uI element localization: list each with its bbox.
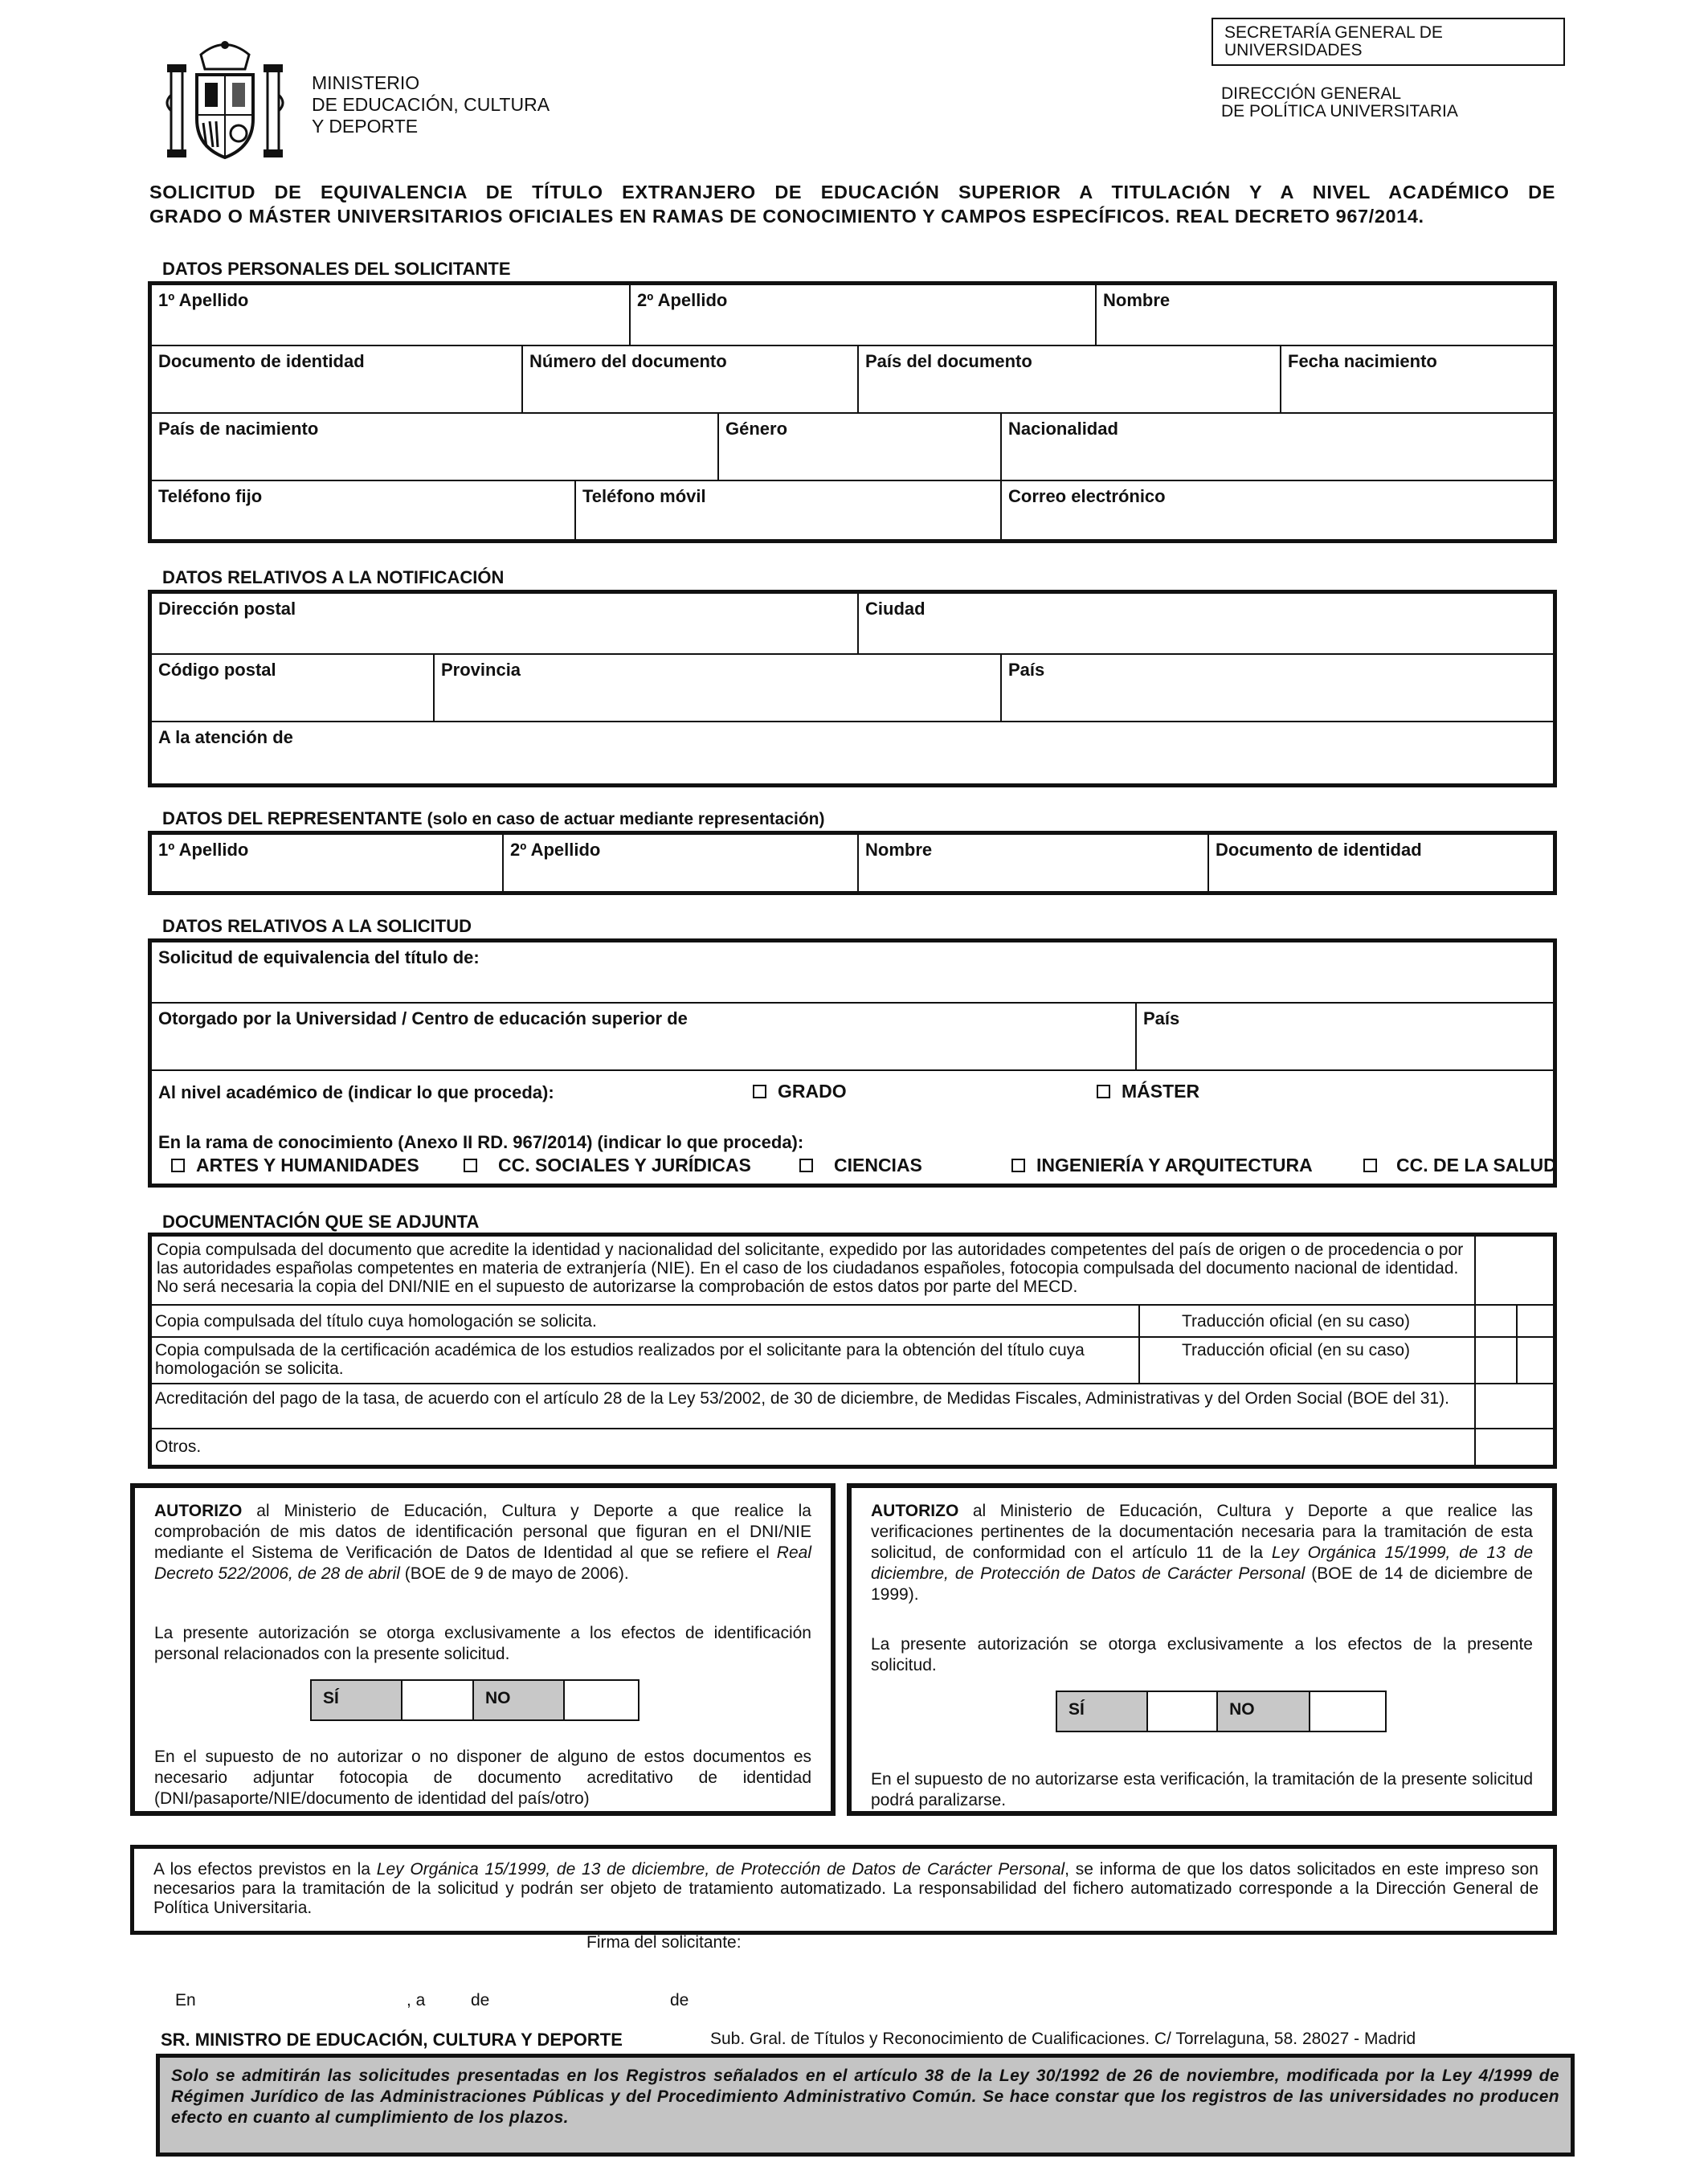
no-checkbox[interactable] <box>1310 1692 1385 1731</box>
section-heading-representante <box>162 808 824 829</box>
field-label: Correo electrónico <box>1008 486 1166 506</box>
field-label: País de nacimiento <box>158 419 319 439</box>
autorizo-label: AUTORIZO <box>871 1502 959 1520</box>
year-label: de <box>670 1991 689 2010</box>
month-label: de <box>471 1991 490 2010</box>
signature-label: Firma del solicitante: <box>586 1933 742 1952</box>
option-label: CC. DE LA SALUD <box>1396 1155 1557 1175</box>
field-apellido2[interactable] <box>631 285 1097 346</box>
checkbox-icon <box>171 1159 185 1172</box>
field-telefono-movil[interactable] <box>576 481 1002 539</box>
option-ciencias-sociales[interactable] <box>464 1155 751 1176</box>
text-part: (BOE de 9 de mayo de 2006). <box>399 1564 629 1583</box>
place-input[interactable] <box>209 1988 402 2012</box>
secretaria-box <box>1212 18 1565 66</box>
option-label: INGENIERÍA Y ARQUITECTURA <box>1036 1155 1313 1175</box>
text-part: (BOE de 14 de diciembre de 1999). <box>871 1564 1533 1604</box>
field-label: Teléfono fijo <box>158 486 263 506</box>
field-codigo-postal[interactable] <box>152 655 435 722</box>
field-rep-apellido2[interactable] <box>504 835 859 891</box>
secretaria-line: UNIVERSIDADES <box>1224 41 1363 59</box>
nivel-academico-label: Al nivel académico de (indicar lo que proceda): <box>158 1082 554 1102</box>
field-pais-nacimiento[interactable] <box>152 414 719 481</box>
field-label: Código postal <box>158 660 276 680</box>
doc-check-cell[interactable] <box>1518 1338 1553 1384</box>
field-label: Solicitud de equivalencia del título de: <box>158 947 480 967</box>
doc-row-titulo <box>152 1306 1140 1338</box>
doc-traduccion-certificacion <box>1140 1338 1476 1384</box>
registry-notice-box <box>156 2054 1575 2157</box>
field-label: Ciudad <box>865 599 926 619</box>
option-ingenieria-arquitectura[interactable] <box>1011 1155 1313 1176</box>
signature-area[interactable] <box>482 1956 1044 1988</box>
representante-heading-note: (solo en caso de actuar mediante representación) <box>427 810 825 828</box>
option-label: CC. SOCIALES Y JURÍDICAS <box>498 1155 751 1175</box>
representante-heading: DATOS DEL REPRESENTANTE <box>162 808 423 828</box>
field-fecha-nacimiento[interactable] <box>1281 346 1553 414</box>
ministry-line: MINISTERIO <box>312 72 420 93</box>
text-italic: Ley Orgánica 15/1999, de 13 de diciembre, de Protección de Datos de Carácter Personal <box>871 1543 1533 1583</box>
field-genero[interactable] <box>719 414 1002 481</box>
field-label: 2º Apellido <box>510 840 601 860</box>
field-telefono-fijo[interactable] <box>152 481 576 539</box>
addressee: SR. MINISTRO DE EDUCACIÓN, CULTURA Y DEPORTE <box>161 2030 623 2050</box>
form-title-line: SOLICITUD DE EQUIVALENCIA DE TÍTULO EXTRANJERO DE EDUCACIÓN SUPERIOR A TITULACIÓN Y A NIVEL ACADÉMICO DE <box>149 182 1555 202</box>
text-part: al Ministerio de Educación, Cultura y Deporte a que realice la comprobación de mis datos de identificación personal que figuran en el DNI/NIE mediante el Sistema de Verificación de Datos de Identidad al que se refiere el <box>154 1502 811 1562</box>
option-ciencias[interactable] <box>799 1155 922 1176</box>
yes-label: SÍ <box>1057 1692 1148 1731</box>
direccion-line: DE POLÍTICA UNIVERSITARIA <box>1221 102 1458 121</box>
option-label: ARTES Y HUMANIDADES <box>196 1155 419 1175</box>
doc-row-identidad <box>152 1237 1476 1306</box>
authorization-scope-text: La presente autorización se otorga exclusivamente a los efectos de identificación personal relacionados con la presente solicitud. <box>154 1624 811 1663</box>
authorization-identity-box <box>130 1483 836 1816</box>
rama-conocimiento-label: En la rama de conocimiento (Anexo II RD. 967/2014) (indicar lo que proceda): <box>158 1132 804 1152</box>
doc-row-text: Otros. <box>155 1437 202 1456</box>
form-title <box>149 180 1555 228</box>
doc-check-cell[interactable] <box>1476 1384 1553 1429</box>
secretaria-line: SECRETARÍA GENERAL DE <box>1224 23 1443 42</box>
data-protection-box <box>130 1845 1557 1935</box>
checkbox-icon <box>1097 1085 1110 1098</box>
coat-of-arms-logo <box>165 39 285 163</box>
no-label: NO <box>1218 1692 1310 1731</box>
authorization-identity-text <box>154 1501 811 1584</box>
field-pais-notificacion[interactable] <box>1002 655 1553 722</box>
no-label: NO <box>474 1681 565 1719</box>
no-checkbox[interactable] <box>565 1681 638 1719</box>
field-nacionalidad[interactable] <box>1002 414 1553 481</box>
field-ciudad[interactable] <box>859 594 1553 655</box>
field-documento-identidad[interactable] <box>152 346 523 414</box>
checkbox-icon <box>799 1159 813 1172</box>
field-label: Nombre <box>865 840 933 860</box>
field-label: País del documento <box>865 351 1032 371</box>
doc-row-text: Copia compulsada de la certificación académica de los estudios realizados por el solicitante para la obtención del título cuya homologación se solicita. <box>155 1341 1085 1378</box>
authorization-documents-box <box>847 1483 1557 1816</box>
field-pais-titulo[interactable] <box>1137 1004 1553 1071</box>
field-correo-electronico[interactable] <box>1002 481 1553 539</box>
field-provincia[interactable] <box>435 655 1002 722</box>
option-ciencias-salud[interactable] <box>1363 1155 1557 1176</box>
year-input[interactable] <box>699 1988 795 2012</box>
place-label: En <box>175 1991 196 2010</box>
field-label: 1º Apellido <box>158 290 249 310</box>
personal-data-box <box>148 281 1557 543</box>
autorizo-label: AUTORIZO <box>154 1502 243 1520</box>
section-heading-personal: DATOS PERSONALES DEL SOLICITANTE <box>162 259 511 279</box>
form-title-line: GRADO O MÁSTER UNIVERSITARIOS OFICIALES EN RAMAS DE CONOCIMIENTO Y CAMPOS ESPECÍFICOS. REAL DECRETO 967/2014. <box>149 206 1424 227</box>
field-otorgado-por[interactable] <box>152 1004 1137 1071</box>
doc-check-cell[interactable] <box>1476 1429 1553 1465</box>
field-rep-apellido1[interactable] <box>152 835 504 891</box>
checkbox-icon <box>464 1159 477 1172</box>
field-label: Número del documento <box>529 351 727 371</box>
documentation-box <box>148 1233 1557 1469</box>
checkbox-icon <box>1363 1159 1377 1172</box>
day-input[interactable] <box>440 1988 472 2012</box>
yes-checkbox[interactable] <box>1148 1692 1218 1731</box>
representative-data-box <box>148 831 1557 895</box>
field-atencion[interactable] <box>152 722 1553 783</box>
field-numero-documento[interactable] <box>523 346 859 414</box>
field-label: 2º Apellido <box>637 290 728 310</box>
field-label: Documento de identidad <box>1216 840 1422 860</box>
data-protection-text <box>153 1860 1538 1918</box>
checkbox-icon <box>753 1085 766 1098</box>
field-pais-documento[interactable] <box>859 346 1281 414</box>
yes-label: SÍ <box>312 1681 402 1719</box>
doc-row-tasa <box>152 1384 1476 1429</box>
doc-check-cell[interactable] <box>1476 1338 1518 1384</box>
doc-row-text: Traducción oficial (en su caso) <box>1182 1341 1411 1359</box>
section-heading-documentacion: DOCUMENTACIÓN QUE SE ADJUNTA <box>162 1212 480 1232</box>
option-label: MÁSTER <box>1122 1081 1200 1102</box>
option-artes-humanidades[interactable] <box>171 1155 419 1176</box>
doc-row-text: Copia compulsada del título cuya homologación se solicita. <box>155 1312 597 1331</box>
authorization-documents-text <box>871 1501 1533 1605</box>
day-label: , a <box>407 1991 426 2010</box>
text-part: , se informa de que los datos solicitados en este impreso son necesarios para la tramitación de la solicitud y podrán ser objeto de tratamiento automatizado. La responsabilidad del fichero automatizado corresponde a la Dirección General de Política Universitaria. <box>153 1860 1538 1917</box>
authorization-scope-text: La presente autorización se otorga exclusivamente a los efectos de la presente solicitud. <box>871 1635 1533 1674</box>
direccion-general <box>1221 85 1458 121</box>
registry-notice-text: Solo se admitirán las solicitudes presentadas en los Registros señalados en el artículo 38 de la Ley 30/1992 de 26 de noviembre, modificada por la Ley 4/1999 de Régimen Jurídico de las Administraciones Públicas y del Procedimiento Administrativo Común. Se hace constar que los registros de las universidades no producen efecto en cuanto al cumplimiento de los plazos. <box>171 2067 1559 2127</box>
section-heading-notificacion: DATOS RELATIVOS A LA NOTIFICACIÓN <box>162 567 505 587</box>
doc-check-cell[interactable] <box>1518 1306 1553 1338</box>
option-label: GRADO <box>778 1081 847 1102</box>
field-label: País <box>1143 1008 1180 1028</box>
text-part: al Ministerio de Educación, Cultura y Deporte a que realice las verificaciones pertinentes de la documentación necesaria para la tramitación de esta solicitud, de conformidad con el artículo 11 de la <box>871 1502 1533 1562</box>
field-label: 1º Apellido <box>158 840 249 860</box>
ministry-name <box>312 72 550 137</box>
field-label: Nacionalidad <box>1008 419 1118 439</box>
section-heading-solicitud: DATOS RELATIVOS A LA SOLICITUD <box>162 916 472 936</box>
text-part: A los efectos previstos en la <box>153 1860 377 1879</box>
option-label: CIENCIAS <box>834 1155 922 1175</box>
field-label: Provincia <box>441 660 521 680</box>
field-label: Nombre <box>1103 290 1171 310</box>
doc-row-text: Acreditación del pago de la tasa, de acuerdo con el artículo 28 de la Ley 53/2002, de 30 de diciembre, de Medidas Fiscales, Administrativas y del Orden Social (BOE del 31). <box>155 1389 1449 1408</box>
yes-checkbox[interactable] <box>402 1681 474 1719</box>
request-data-box <box>148 938 1557 1188</box>
authorization-note-text: En el supuesto de no autorizarse esta verificación, la tramitación de la presente solicitud podrá paralizarse. <box>871 1770 1533 1809</box>
field-rep-nombre[interactable] <box>859 835 1209 891</box>
field-titulo[interactable] <box>152 942 1553 1004</box>
doc-traduccion-titulo <box>1140 1306 1476 1338</box>
direccion-line: DIRECCIÓN GENERAL <box>1221 84 1402 103</box>
ministry-line: Y DEPORTE <box>312 116 419 137</box>
doc-row-otros <box>152 1429 1476 1465</box>
checkbox-icon <box>1011 1159 1025 1172</box>
field-label: Dirección postal <box>158 599 296 619</box>
field-label: País <box>1008 660 1045 680</box>
doc-check-cell[interactable] <box>1476 1306 1518 1338</box>
doc-check-cell[interactable] <box>1476 1237 1553 1306</box>
doc-row-text: Traducción oficial (en su caso) <box>1182 1312 1411 1331</box>
field-label: Teléfono móvil <box>582 486 706 506</box>
yes-no-selector <box>310 1679 639 1721</box>
field-direccion-postal[interactable] <box>152 594 859 655</box>
field-label: Otorgado por la Universidad / Centro de educación superior de <box>158 1008 688 1028</box>
yes-no-selector <box>1056 1691 1387 1732</box>
field-label: Fecha nacimiento <box>1288 351 1437 371</box>
month-input[interactable] <box>503 1988 664 2012</box>
ministry-line: DE EDUCACIÓN, CULTURA <box>312 94 550 115</box>
field-label: Documento de identidad <box>158 351 365 371</box>
field-label: Género <box>725 419 788 439</box>
option-master[interactable] <box>1097 1081 1199 1102</box>
field-apellido1[interactable] <box>152 285 631 346</box>
text-italic: Real Decreto 522/2006, de 28 de abril <box>154 1543 811 1583</box>
doc-row-certificacion <box>152 1338 1140 1384</box>
field-label: A la atención de <box>158 727 293 747</box>
field-nombre[interactable] <box>1097 285 1553 346</box>
authorization-note-text: En el supuesto de no autorizar o no disponer de alguno de estos documentos es necesario adjuntar fotocopia de documento acreditativo de identidad (DNI/pasaporte/NIE/documento de identidad del país/otro) <box>154 1748 811 1808</box>
office-address: Sub. Gral. de Títulos y Reconocimiento de Cualificaciones. C/ Torrelaguna, 58. 28027 - Madrid <box>710 2030 1416 2048</box>
text-italic: Ley Orgánica 15/1999, de 13 de diciembre, de Protección de Datos de Carácter Personal <box>376 1860 1065 1879</box>
doc-row-text: Copia compulsada del documento que acredite la identidad y nacionalidad del solicitante, expedido por las autoridades competentes del país de origen o de procedencia o por las autoridades españolas competentes en materia de extranjería (NIE). En el caso de los ciudadanos españoles, fotocopia compulsada del documento nacional de identidad. No será necesaria la copia del DNI/NIE en el supuesto de autorizarse la comprobación de estos datos por parte del MECD. <box>157 1241 1464 1296</box>
field-rep-documento[interactable] <box>1209 835 1553 891</box>
notification-data-box <box>148 590 1557 787</box>
option-grado[interactable] <box>753 1081 847 1102</box>
